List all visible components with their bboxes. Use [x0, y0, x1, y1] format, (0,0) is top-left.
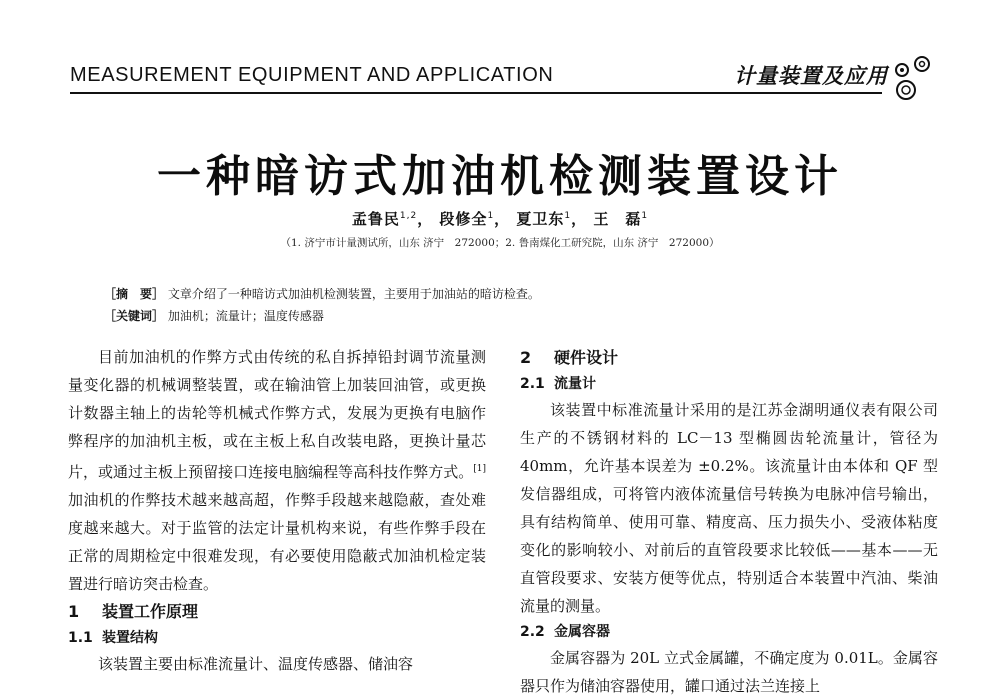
text-line: 些作弊手段在正常的周期检定中很难发现，有必要使 [68, 519, 486, 565]
section-heading-2-2 [520, 620, 938, 644]
text-line: 小、对前后的直管段要求比较低——基本——无直管 [520, 541, 938, 587]
reference-mark: [1] [473, 464, 486, 474]
section-title: 装置结构 [102, 630, 158, 646]
abstract-text: 文章介绍了一种暗访式加油机检测装置，主要用于加油站的暗访检查。 [167, 287, 540, 301]
section-number: 2 [520, 348, 532, 367]
text-line: 量计，管径为 40mm，允许基本误差为 ±0.2%。该流 [520, 429, 938, 475]
author-affiliation-mark: 1 [564, 211, 572, 221]
text-line: 目前加油机的作弊方式由传统的私自拆掉铅封调 [98, 348, 425, 366]
section-number: 2.2 [520, 624, 545, 640]
section-number: 1.1 [68, 630, 93, 646]
paper-title: 一种暗访式加油机检测装置设计 [157, 151, 843, 202]
text-line: 加油 [68, 491, 99, 509]
journal-logo-icon [884, 52, 944, 102]
text-line: 信号转换为电脉冲信号输出，具有结构简单、使用可 [520, 485, 938, 531]
section-2-1-paragraph [520, 396, 938, 620]
text-line: 量计由本体和 QF 型发信器组成，可将管内液体流量 [520, 457, 938, 503]
section-number: 1 [68, 602, 80, 621]
section-2-2-paragraph [520, 644, 938, 700]
text-line: 在主板上私自改装电路，更换计量芯片，或通过主板 [68, 432, 486, 481]
affiliation: （1. 济宁市计量测试所，山东 济宁 272000；2. 鲁南煤化工研究院，山东 济宁 272000） [280, 237, 720, 249]
keywords [104, 307, 324, 324]
text-line: 机的作弊技术越来越高超，作弊手段越来越隐蔽，查 [99, 491, 456, 509]
section-number: 2.1 [520, 376, 545, 392]
abstract-label: ［摘 要］ [104, 287, 165, 301]
journal-title-chinese: 计量装置及应用 [734, 64, 888, 88]
section-heading-2-1 [520, 372, 938, 396]
author-name: 夏卫东 [516, 210, 565, 228]
text-line: 该装置中标准流量计采用的是江苏金湖明通仪表 [550, 401, 877, 419]
left-column [68, 343, 486, 678]
section-title: 硬件设计 [554, 348, 619, 367]
author-name: 王 磊 [593, 210, 642, 228]
author-name: 段修全 [439, 210, 488, 228]
text-line: 靠、精度高、压力损失小、受液体粘度变化的影响较 [520, 513, 938, 559]
text-line: 金属容器只作为储油容器使用，罐口通过法兰连接上 [520, 649, 938, 695]
text-line: 处难度越来越大。对于监管的法定计量机构来说，有 [68, 491, 486, 537]
author-affiliation-mark: 1 [487, 211, 495, 221]
text-line: 柴油流量的测量。 [520, 569, 938, 615]
section-heading-1-1 [68, 626, 486, 650]
right-column [520, 344, 938, 700]
section-heading-2 [520, 344, 938, 372]
author-list: 孟鲁民$^{1,2}$， 段修全$^1$， 夏卫东$^1$， 王 磊$^1$ [351, 210, 649, 228]
abstract [104, 285, 540, 302]
author-affiliation-mark: 1 [641, 211, 649, 221]
section-heading-1 [68, 598, 486, 626]
text-line: 有限公司生产的不锈钢材料的 LC－13 型椭圆齿轮流 [520, 401, 938, 447]
journal-header [70, 64, 938, 94]
journal-title-english: MEASUREMENT EQUIPMENT AND APPLICATION [70, 64, 554, 86]
section-title: 装置工作原理 [102, 602, 199, 621]
intro-paragraph [68, 343, 486, 598]
text-line: 节流量测量变化器的机械调整装置，或在输油管上加 [68, 348, 486, 394]
text-line: 装回油管，或更换计数器主轴上的齿轮等机械式作弊 [68, 376, 486, 422]
keywords-label: ［关键词］ [104, 309, 165, 323]
text-line: 金属容器为 20L 立式金属罐，不确定度为 0.01L。 [550, 649, 893, 667]
header-rule [70, 92, 882, 94]
keywords-text: 加油机；流量计；温度传感器 [167, 309, 324, 323]
text-line: 段要求、安装方便等优点，特别适合本装置中汽油、 [551, 569, 908, 587]
author-affiliation-mark: 1,2 [399, 211, 418, 221]
text-line: 方式，发展为更换有电脑作弊程序的加油机主板，或 [68, 404, 486, 450]
author-name: 孟鲁民 [351, 210, 400, 228]
section-1-1-paragraph: 该装置主要由标准流量计、温度传感器、储油容 [98, 655, 414, 673]
text-line: 上预留接口连接电脑编程等高科技作弊方式。 [173, 463, 474, 481]
section-title: 金属容器 [554, 624, 610, 640]
section-title: 流量计 [554, 376, 596, 392]
text-line: 用隐蔽式加油机检定装置进行暗访突击检查。 [68, 547, 486, 593]
